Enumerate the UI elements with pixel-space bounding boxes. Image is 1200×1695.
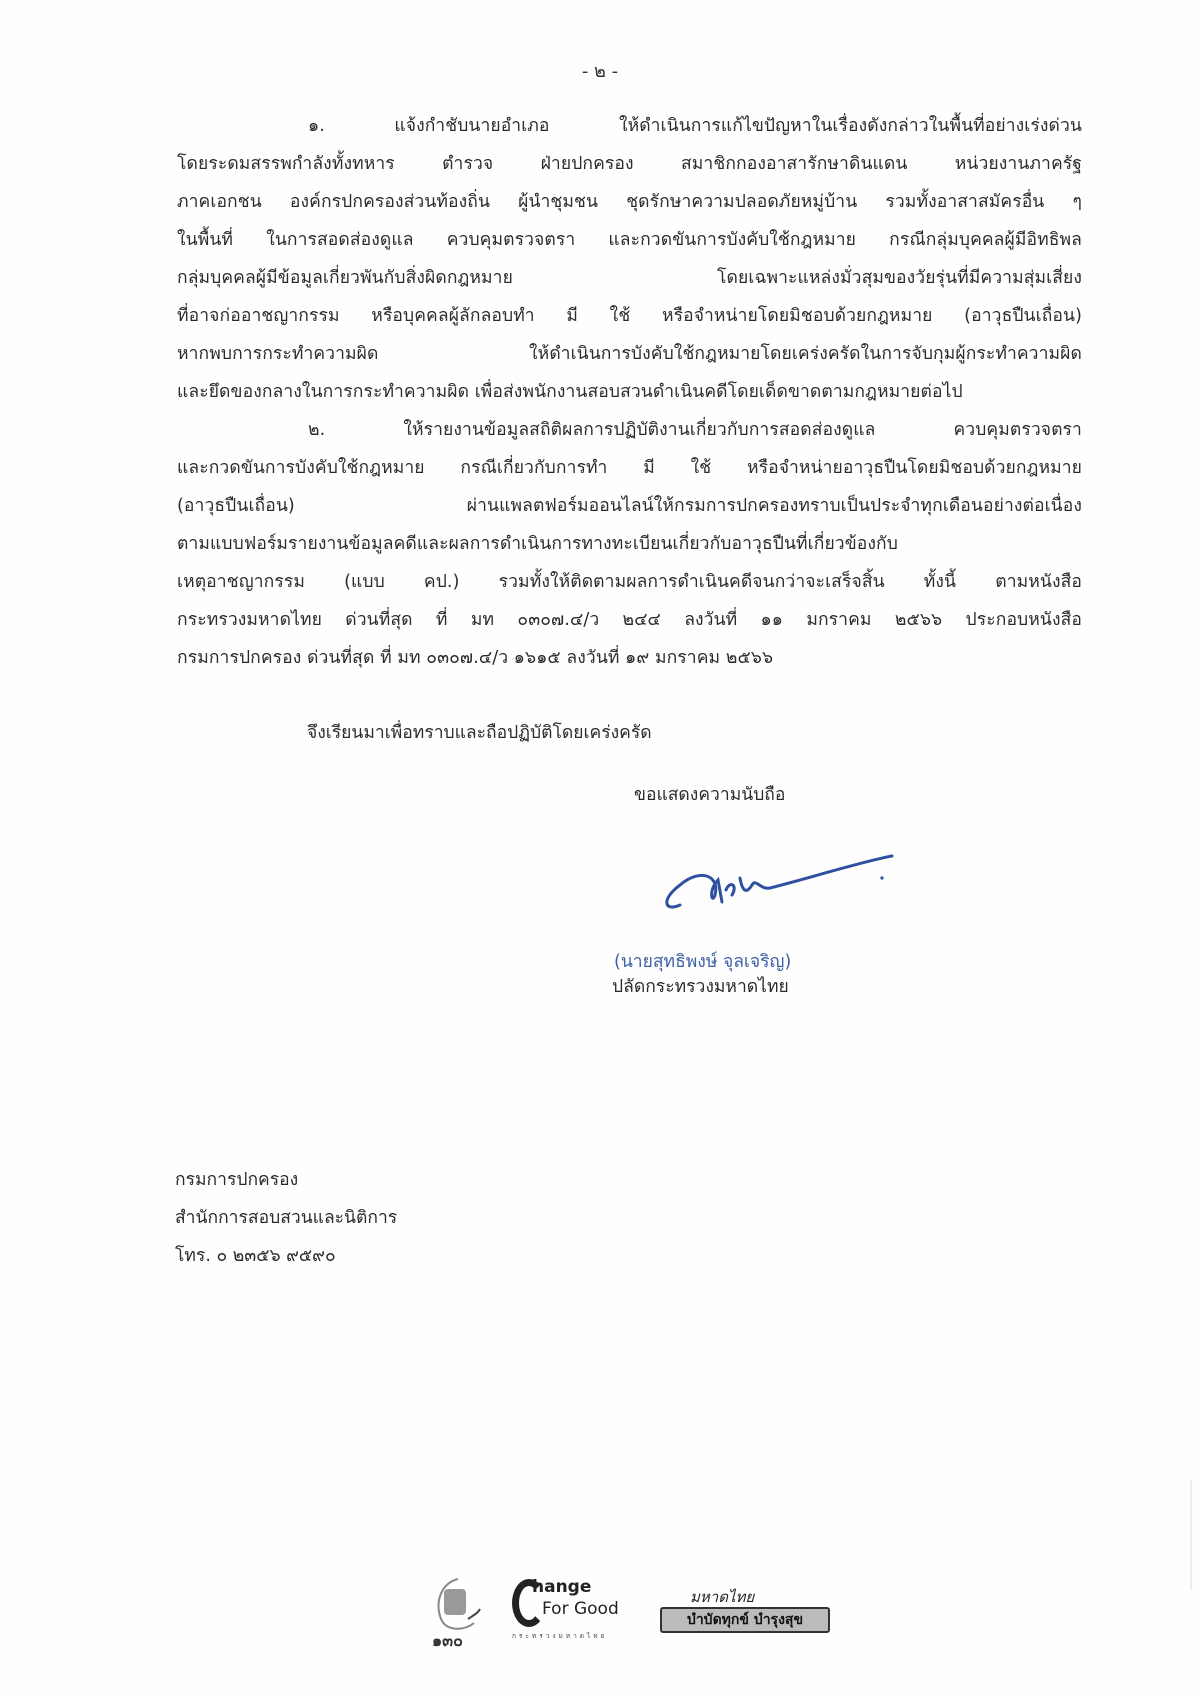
paragraph-1-line-2: โดยระดมสรรพกำลังทั้งทหาร ตำรวจ ฝ่ายปกครอง สมาชิกกองอาสารักษาดินแดน หน่วยงานภาครัฐ — [177, 154, 1082, 174]
banner-ribbon: บำบัดทุกข์ บำรุงสุข — [660, 1607, 830, 1633]
paragraph-1-line-5: กลุ่มบุคคลผู้มีข้อมูลเกี่ยวพันกับสิ่งผิดกฎหมาย โดยเฉพาะแหล่งมั่วสุมของวัยรุ่นที่มีความสุ่มเสี่ยง — [177, 268, 1082, 288]
change-for-good-logo — [512, 1579, 642, 1651]
paragraph-1-line-1: ๑. แจ้งกำชับนายอำเภอ ให้ดำเนินการแก้ไขปัญหาในเรื่องดังกล่าวในพื้นที่อย่างเร่งด่วน — [308, 116, 1082, 136]
paragraph-2-line-6: กระทรวงมหาดไทย ด่วนที่สุด ที่ มท ๐๓๐๗.๔/ว ๒๔๔ ลงวันที่ ๑๑ มกราคม ๒๕๖๖ ประกอบหนังสือ — [177, 610, 1082, 630]
paragraph-2-line-5: เหตุอาชญากรรม (แบบ คป.) รวมทั้งให้ติดตามผลการดำเนินคดีจนกว่าจะเสร็จสิ้น ทั้งนี้ ตามหนังสือ — [177, 572, 1082, 592]
division-name: สำนักการสอบสวนและนิติการ — [175, 1208, 398, 1228]
paragraph-1-line-3: ภาคเอกชน องค์กรปกครองส่วนท้องถิ่น ผู้นำชุมชน ชุดรักษาความปลอดภัยหมู่บ้าน รวมทั้งอาสาสมัครอื่น ๆ — [177, 192, 1082, 212]
anniversary-logo — [430, 1575, 482, 1653]
paragraph-2-line-7: กรมการปกครอง ด่วนที่สุด ที่ มท ๐๓๐๗.๔/ว ๑๖๑๕ ลงวันที่ ๑๙ มกราคม ๒๕๖๖ — [177, 648, 774, 668]
for-good-text: For Good — [542, 1599, 619, 1619]
anniversary-number: ๑๓๐ — [432, 1631, 463, 1650]
paragraph-2-line-3: (อาวุธปืนเถื่อน) ผ่านแพลตฟอร์มออนไลน์ให้กรมการปกครองทราบเป็นประจำทุกเดือนอย่างต่อเนื่อง — [177, 496, 1082, 516]
motto-banner-logo — [650, 1585, 840, 1643]
paragraph-1-line-8: และยึดของกลางในการกระทำความผิด เพื่อส่งพนักงานสอบสวนดำเนินคดีโดยเด็ดขาดตามกฎหมายต่อไป — [177, 382, 963, 402]
paragraph-2-line-1: ๒. ให้รายงานข้อมูลสถิติผลการปฏิบัติงานเกี่ยวกับการสอดส่องดูแล ควบคุมตรวจตรา — [308, 420, 1082, 440]
paragraph-1-line-7: หากพบการกระทำความผิด ให้ดำเนินการบังคับใช้กฎหมายโดยเคร่งครัดในการจับกุมผู้กระทำความผิด — [177, 344, 1082, 364]
phone-number: โทร. ๐ ๒๓๕๖ ๙๕๙๐ — [175, 1246, 336, 1266]
department-name: กรมการปกครอง — [175, 1170, 299, 1190]
page-number: - ๒ - — [581, 61, 619, 82]
closing-statement: จึงเรียนมาเพื่อทราบและถือปฏิบัติโดยเคร่งครัด — [307, 723, 652, 743]
change-text: hange — [532, 1577, 592, 1597]
signer-name: (นายสุทธิพงษ์ จุลเจริญ) — [614, 952, 792, 972]
footer-logos — [430, 1575, 840, 1655]
paragraph-1-line-6: ที่อาจก่ออาชญากรรม หรือบุคคลผู้ลักลอบทำ มี ใช้ หรือจำหน่ายโดยมิชอบด้วยกฎหมาย (อาวุธปืนเถื่อน) — [177, 306, 1082, 326]
paragraph-2-line-2: และกวดขันการบังคับใช้กฎหมาย กรณีเกี่ยวกับการทำ มี ใช้ หรือจำหน่ายอาวุธปืนโดยมิชอบด้วยกฎหมาย — [177, 458, 1082, 478]
ministry-subtext: กระทรวงมหาดไทย — [512, 1632, 608, 1640]
scan-artifact — [1190, 1480, 1192, 1590]
regards-text: ขอแสดงความนับถือ — [634, 785, 786, 805]
signer-title: ปลัดกระทรวงมหาดไทย — [612, 977, 789, 997]
signature-image — [660, 850, 900, 920]
banner-title: มหาดไทย — [690, 1588, 755, 1606]
paragraph-1-line-4: ในพื้นที่ ในการสอดส่องดูแล ควบคุมตรวจตรา และกวดขันการบังคับใช้กฎหมาย กรณีกลุ่มบุคคลผู้มีอิทธิพล — [177, 230, 1082, 250]
paragraph-2-line-4: ตามแบบฟอร์มรายงานข้อมูลคดีและผลการดำเนินการทางทะเบียนเกี่ยวกับอาวุธปืนที่เกี่ยวข้องกับ — [177, 534, 898, 554]
